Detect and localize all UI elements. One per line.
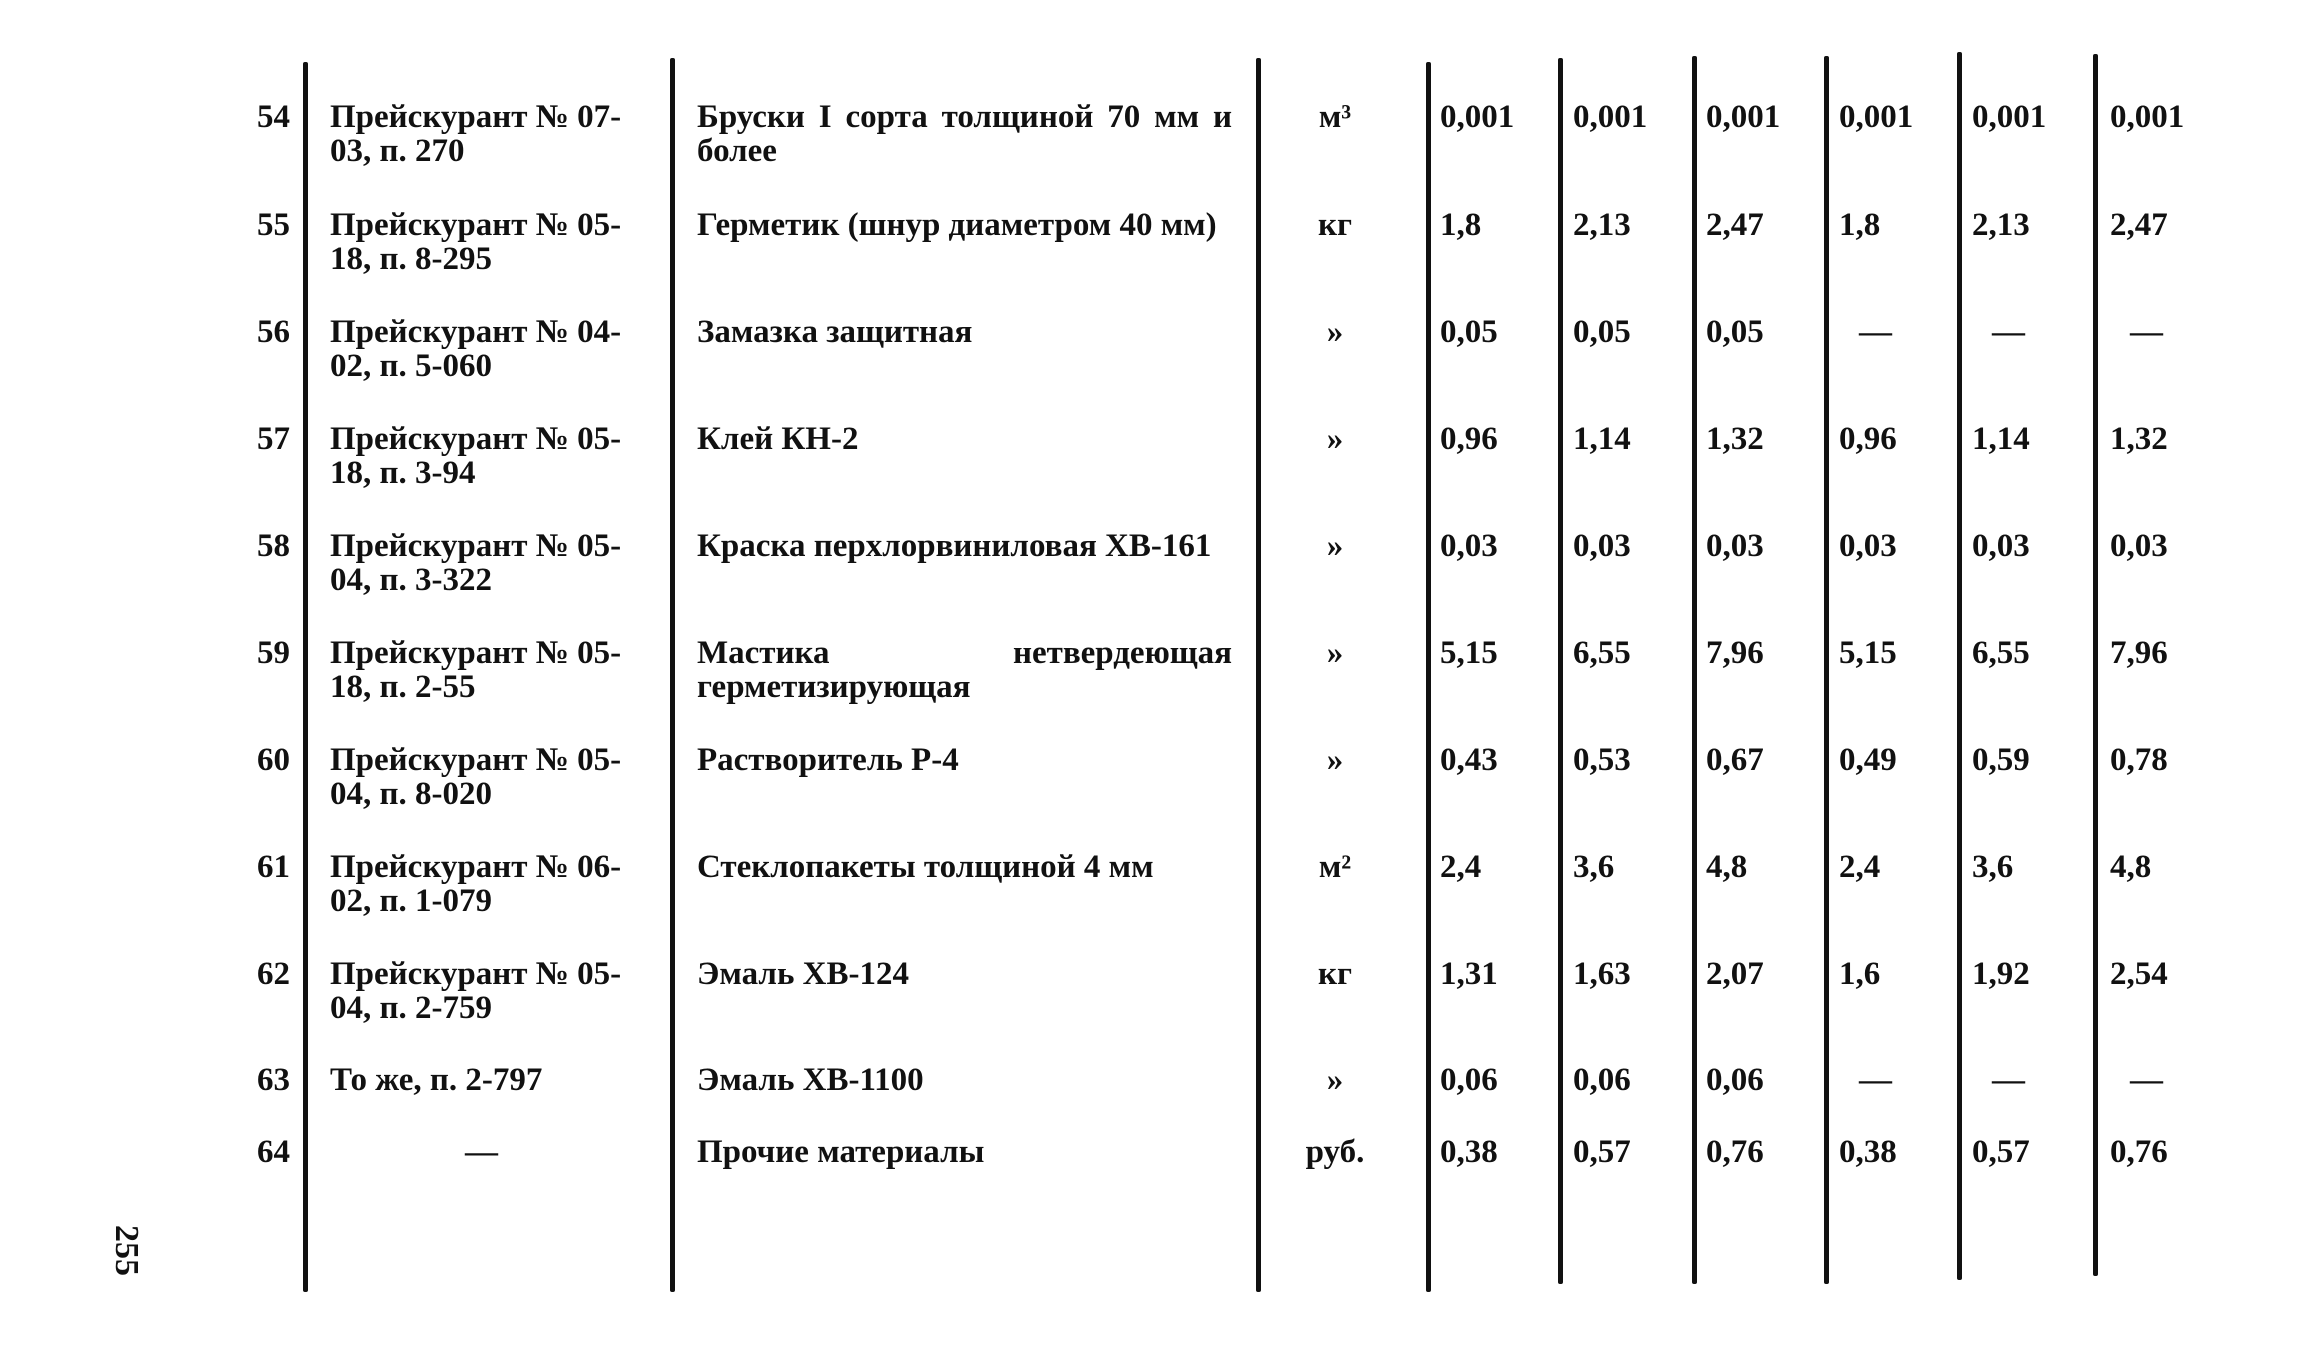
- row-number: 56: [257, 314, 290, 350]
- value-cell: 3,6: [1972, 849, 2014, 885]
- value-cell: 0,03: [1573, 528, 1631, 564]
- unit: »: [1326, 742, 1344, 778]
- value-cell: 0,43: [1440, 742, 1498, 778]
- value-cell: 0,06: [1440, 1062, 1498, 1098]
- material-name: Клей КН-2: [697, 421, 859, 457]
- table-row: [0, 422, 2317, 526]
- value-cell: 0,53: [1573, 742, 1631, 778]
- unit: »: [1326, 421, 1344, 457]
- value-cell: 2,13: [1972, 207, 2030, 243]
- price-list-reference: Прейскурант № 06-02, п. 1-079: [330, 849, 622, 919]
- value-cell: 4,8: [1706, 849, 1748, 885]
- price-list-reference: Прейскурант № 04-02, п. 5-060: [330, 314, 622, 384]
- unit: руб.: [1305, 1134, 1365, 1170]
- table-row: [0, 850, 2317, 954]
- material-name: Эмаль ХВ-124: [697, 956, 909, 992]
- value-cell: 7,96: [1706, 635, 1764, 671]
- table-row: [0, 1135, 2317, 1239]
- value-cell: 1,14: [1573, 421, 1631, 457]
- price-list-reference: Прейскурант № 05-04, п. 2-759: [330, 956, 622, 1026]
- table-row: [0, 743, 2317, 847]
- value-cell: 0,001: [2110, 99, 2185, 135]
- value-cell: 4,8: [2110, 849, 2152, 885]
- table-row: [0, 636, 2317, 740]
- value-cell: 0,49: [1839, 742, 1897, 778]
- material-name: Герметик (шнур диаметром 40 мм): [697, 207, 1217, 243]
- unit: кг: [1318, 207, 1352, 243]
- value-cell: —: [1859, 314, 1892, 350]
- value-cell: 0,05: [1706, 314, 1764, 350]
- value-cell: 6,55: [1972, 635, 2030, 671]
- price-list-reference: Прейскурант № 07-03, п. 270: [330, 99, 622, 169]
- value-cell: 0,03: [1972, 528, 2030, 564]
- page-number: 255: [108, 1225, 145, 1276]
- value-cell: 1,32: [1706, 421, 1764, 457]
- value-cell: —: [1859, 1062, 1892, 1098]
- value-cell: 1,8: [1839, 207, 1881, 243]
- table-row: [0, 529, 2317, 633]
- material-name: Растворитель Р-4: [697, 742, 959, 778]
- unit: »: [1326, 528, 1344, 564]
- value-cell: 1,6: [1839, 956, 1881, 992]
- row-number: 61: [257, 849, 290, 885]
- price-list-reference: Прейскурант № 05-18, п. 3-94: [330, 421, 622, 491]
- material-name: Стеклопакеты толщиной 4 мм: [697, 849, 1154, 885]
- value-cell: 0,001: [1972, 99, 2047, 135]
- row-number: 59: [257, 635, 290, 671]
- price-list-reference: —: [465, 1134, 498, 1170]
- value-cell: 1,92: [1972, 956, 2030, 992]
- value-cell: 0,001: [1706, 99, 1781, 135]
- price-list-reference: Прейскурант № 05-04, п. 3-322: [330, 528, 622, 598]
- value-cell: 1,63: [1573, 956, 1631, 992]
- value-cell: 0,76: [2110, 1134, 2168, 1170]
- value-cell: 2,07: [1706, 956, 1764, 992]
- value-cell: —: [1992, 314, 2025, 350]
- value-cell: 1,31: [1440, 956, 1498, 992]
- material-name: Краска перхлорвиниловая ХВ-161: [697, 528, 1212, 564]
- value-cell: 1,14: [1972, 421, 2030, 457]
- material-name: Замазка защитная: [697, 314, 973, 350]
- row-number: 62: [257, 956, 290, 992]
- table-row: [0, 208, 2317, 312]
- value-cell: 2,13: [1573, 207, 1631, 243]
- unit: м³: [1318, 99, 1352, 135]
- value-cell: 0,06: [1706, 1062, 1764, 1098]
- value-cell: 0,96: [1839, 421, 1897, 457]
- value-cell: 0,001: [1440, 99, 1515, 135]
- row-number: 55: [257, 207, 290, 243]
- material-name: Прочие материалы: [697, 1134, 985, 1170]
- value-cell: 7,96: [2110, 635, 2168, 671]
- value-cell: 2,4: [1440, 849, 1482, 885]
- value-cell: 1,32: [2110, 421, 2168, 457]
- value-cell: 0,96: [1440, 421, 1498, 457]
- value-cell: 0,001: [1573, 99, 1648, 135]
- value-cell: 0,03: [2110, 528, 2168, 564]
- unit: »: [1326, 1062, 1344, 1098]
- unit: кг: [1318, 956, 1352, 992]
- value-cell: 0,38: [1440, 1134, 1498, 1170]
- value-cell: 0,001: [1839, 99, 1914, 135]
- value-cell: 0,03: [1706, 528, 1764, 564]
- value-cell: 0,59: [1972, 742, 2030, 778]
- price-list-reference: Прейскурант № 05-04, п. 8-020: [330, 742, 622, 812]
- value-cell: —: [2130, 1062, 2163, 1098]
- unit: »: [1326, 635, 1344, 671]
- value-cell: 3,6: [1573, 849, 1615, 885]
- price-list-reference: Прейскурант № 05-18, п. 2-55: [330, 635, 622, 705]
- row-number: 64: [257, 1134, 290, 1170]
- table-row: [0, 957, 2317, 1061]
- value-cell: 0,78: [2110, 742, 2168, 778]
- value-cell: 2,54: [2110, 956, 2168, 992]
- table-row: [0, 100, 2317, 204]
- material-name: Мастика нетвердеющая герметизирующая: [697, 635, 1232, 705]
- value-cell: 0,38: [1839, 1134, 1897, 1170]
- value-cell: 0,05: [1573, 314, 1631, 350]
- value-cell: 6,55: [1573, 635, 1631, 671]
- price-list-reference: То же, п. 2-797: [330, 1062, 543, 1098]
- price-list-reference: Прейскурант № 05-18, п. 8-295: [330, 207, 622, 277]
- value-cell: 2,47: [2110, 207, 2168, 243]
- value-cell: 0,05: [1440, 314, 1498, 350]
- table-row: [0, 315, 2317, 419]
- unit: »: [1326, 314, 1344, 350]
- value-cell: 5,15: [1440, 635, 1498, 671]
- row-number: 63: [257, 1062, 290, 1098]
- material-name: Бруски I сорта толщиной 70 мм и более: [697, 99, 1232, 169]
- value-cell: 1,8: [1440, 207, 1482, 243]
- value-cell: 0,67: [1706, 742, 1764, 778]
- value-cell: 2,47: [1706, 207, 1764, 243]
- row-number: 54: [257, 99, 290, 135]
- value-cell: 0,76: [1706, 1134, 1764, 1170]
- value-cell: 0,03: [1440, 528, 1498, 564]
- unit: м²: [1318, 849, 1352, 885]
- value-cell: 0,57: [1573, 1134, 1631, 1170]
- value-cell: 5,15: [1839, 635, 1897, 671]
- value-cell: 0,03: [1839, 528, 1897, 564]
- value-cell: —: [1992, 1062, 2025, 1098]
- value-cell: 0,06: [1573, 1062, 1631, 1098]
- row-number: 57: [257, 421, 290, 457]
- material-name: Эмаль ХВ-1100: [697, 1062, 924, 1098]
- value-cell: —: [2130, 314, 2163, 350]
- value-cell: 2,4: [1839, 849, 1881, 885]
- row-number: 58: [257, 528, 290, 564]
- row-number: 60: [257, 742, 290, 778]
- value-cell: 0,57: [1972, 1134, 2030, 1170]
